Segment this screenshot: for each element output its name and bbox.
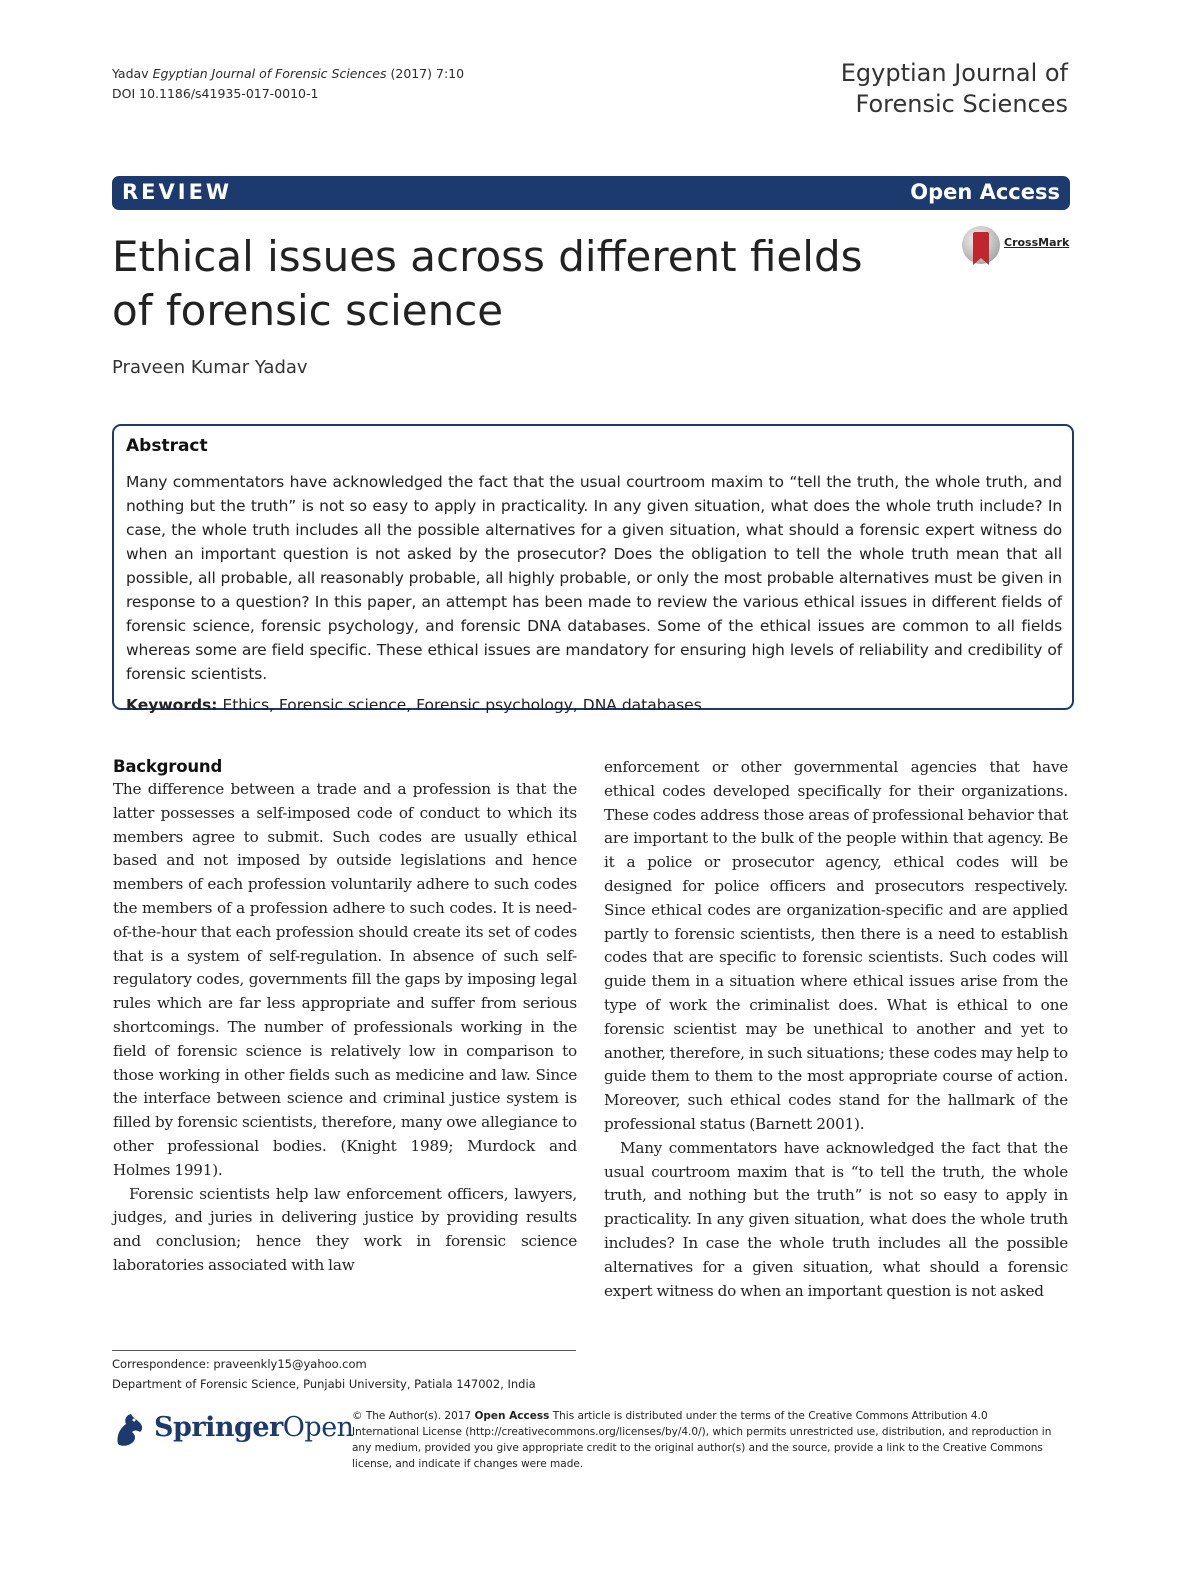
license-text: This article is distributed under the terms of the Creative Commons Attribution 4.0 International License (http://creativecommons.org/licenses/by/4.0/), which permits unrestricted use, distribution, and reproduction in any medium, provided you give appropriate credit to the original author(s) and the source, provide a link to the Creative Commons license, and indicate if changes were made. [352, 1410, 1052, 1470]
keywords-list: Ethics, Forensic science, Forensic psychology, DNA databases [222, 696, 702, 714]
abstract-heading: Abstract [126, 436, 208, 456]
article-type-banner [112, 176, 1070, 210]
crossmark-ribbon-icon [973, 232, 989, 258]
article-title: Ethical issues across different fields of forensic science [112, 232, 863, 335]
abstract-box [112, 424, 1074, 714]
abstract-text: Many commentators have acknowledged the fact that the usual courtroom maxim to “tell the truth, the whole truth, and nothing but the truth” is not so easy to apply in practicality. In any given situation, what does the whole truth include? In case, the whole truth includes all the possible alternatives for a given situation, what should a forensic expert witness do when an important question is not asked by the prosecutor? Does the obligation to tell the whole truth mean that all possible, all probable, all reasonably probable, all highly probable, or only the most probable alternatives must be given in response to a question? In this paper, an attempt has been made to review the various ethical issues in different fields of forensic science, forensic psychology, and forensic DNA databases. Some of the ethical issues are common to all fields whereas some are field specific. These ethical issues are mandatory for ensuring high levels of reliability and credibility of forensic scientists. [126, 473, 1062, 683]
crossmark-label[interactable]: CrossMark [1004, 236, 1070, 249]
body-column-right [604, 756, 1068, 1303]
paragraph: enforcement or other governmental agencies that have ethical codes developed specifically for their organizations. These codes address those areas of professional behavior that are important to the bulk of the people within that agency. Be it a police or prosecutor agency, ethical codes will be designed for police officers and prosecutors respectively. Since ethical codes are organization-specific and are applied partly to forensic scientists, then there is a need to establish codes that are specific to forensic scientists. Such codes will guide them in a situation where ethical issues arise from the type of work the criminalist does. What is ethical to one forensic scientist may be unethical to another and yet to another, therefore, in such situations; these codes may help to guide them to them to the most appropriate course of action. Moreover, such ethical codes stand for the hallmark of the professional status (Barnett 2001). [604, 758, 1068, 1133]
copyright: © The Author(s). 2017 [352, 1410, 472, 1422]
keywords-label: Keywords: [126, 696, 218, 714]
paragraph: Many commentators have acknowledged the fact that the usual courtroom maxim that is “to tell the truth, the whole truth, and nothing but the truth” is not so easy to apply in practicality. In any given situation, what does the whole truth includes? In case the whole truth includes all the possible alternatives for a given situation, what should a forensic expert witness do when an important question is not asked [604, 1138, 1068, 1300]
license-notice [352, 1408, 1052, 1472]
author-name: Praveen Kumar Yadav [112, 357, 308, 378]
journal-italic: Egyptian Journal of Forensic Sciences [152, 66, 387, 81]
article-type: REVIEW [122, 180, 233, 204]
doi[interactable]: DOI 10.1186/s41935-017-0010-1 [112, 86, 319, 101]
springer-open-wordmark [154, 1412, 354, 1443]
footnote [112, 1354, 536, 1394]
springer-open-logo [112, 1408, 354, 1456]
keywords [126, 694, 1062, 716]
journal-name [841, 58, 1068, 120]
footnote-divider [112, 1350, 576, 1351]
crossmark-badge[interactable] [962, 226, 1072, 264]
springer-wordmark-bold: Springer [154, 1412, 283, 1443]
running-header [112, 64, 464, 104]
springer-horse-icon [112, 1410, 148, 1450]
citation-line [112, 64, 464, 84]
affiliation: Department of Forensic Science, Punjabi University, Patiala 147002, India [112, 1377, 536, 1391]
journal-name-line2: Forensic Sciences [855, 90, 1068, 118]
open-access-label: Open Access [910, 180, 1060, 204]
author-short: Yadav [112, 66, 149, 81]
body-column-left [113, 756, 577, 1278]
license-open-access: Open Access [474, 1410, 550, 1422]
correspondence: Correspondence: praveenkly15@yahoo.com [112, 1357, 367, 1371]
paragraph: Forensic scientists help law enforcement officers, lawyers, judges, and juries in delivering justice by providing results and conclusion; hence they work in forensic science laboratories associated with law [113, 1184, 577, 1274]
background-heading: Background [113, 757, 223, 776]
citation: (2017) 7:10 [390, 66, 465, 81]
springer-wordmark-rest: Open [282, 1412, 354, 1443]
paragraph: The difference between a trade and a profession is that the latter possesses a self-imposed code of conduct to which its members agree to submit. Such codes are usually ethical based and not imposed by outside legislations and hence members of each profession voluntarily adhere to such codes the members of a profession adhere to such codes. It is need-of-the-hour that each profession should create its set of codes that is a system of self-regulation. In absence of such self-regulatory codes, governments fill the gaps by imposing legal rules which are far less appropriate and suffer from serious shortcomings. The number of professionals working in the field of forensic science is relatively low in comparison to those working in other fields such as medicine and law. Since the interface between science and criminal justice system is filled by forensic scientists, therefore, many owe allegiance to other professional bodies. (Knight 1989; Murdock and Holmes 1991). [113, 780, 577, 1179]
journal-name-line1: Egyptian Journal of [840, 59, 1068, 87]
